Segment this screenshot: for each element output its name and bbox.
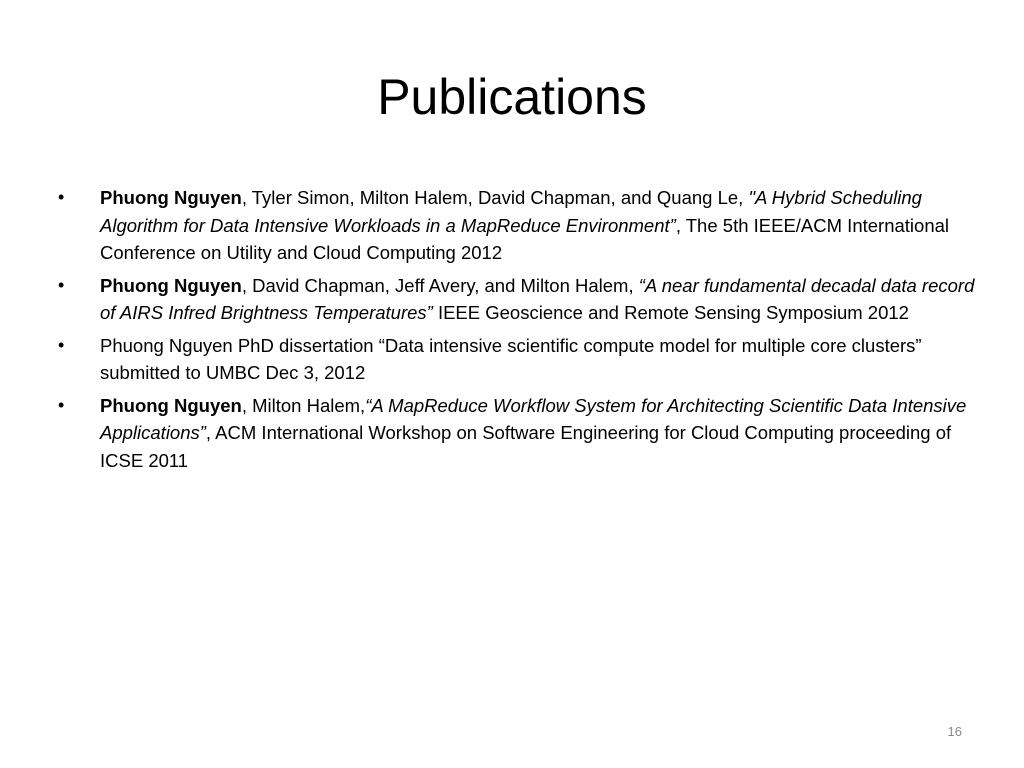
author-name: Phuong Nguyen	[100, 187, 242, 208]
bullet-icon: •	[58, 334, 65, 355]
coauthors: , David Chapman, Jeff Avery, and Milton Halem,	[241, 274, 639, 296]
list-item	[56, 332, 976, 387]
publication-list	[56, 184, 976, 479]
paper-title: “A MapReduce Workflow System for Architecting Scientific Data Intensive Applications”	[100, 394, 967, 443]
publication-text: Phuong Nguyen PhD dissertation “Data intensive scientific compute model for multiple core clusters” submitted to UMBC Dec 3, 2012	[100, 334, 922, 383]
author-name: Phuong Nguyen	[100, 394, 242, 416]
paper-title: "A Hybrid Scheduling Algorithm for Data Intensive Workloads in a MapReduce Environment”	[100, 187, 922, 236]
page-number: 16	[947, 724, 962, 739]
bullet-icon: •	[58, 394, 65, 415]
venue: , ACM International Workshop on Software Engineering for Cloud Computing proceeding of ICSE 2011	[100, 422, 952, 471]
venue: IEEE Geoscience and Remote Sensing Symposium 2012	[432, 302, 909, 323]
slide-title: Publications	[377, 69, 647, 125]
list-item	[56, 184, 976, 267]
author-name: Phuong Nguyen	[100, 274, 242, 296]
venue: , The 5th IEEE/ACM International Conference on Utility and Cloud Computing 2012	[100, 214, 950, 263]
list-item	[56, 392, 976, 475]
paper-title: “A near fundamental decadal data record of AIRS Infred Brightness Temperatures”	[100, 274, 975, 323]
list-item	[56, 272, 976, 327]
bullet-icon: •	[58, 187, 65, 207]
coauthors: , Tyler Simon, Milton Halem, David Chapman, and Quang Le,	[241, 187, 749, 208]
bullet-icon: •	[58, 274, 65, 295]
coauthors: , Milton Halem,	[241, 394, 366, 416]
